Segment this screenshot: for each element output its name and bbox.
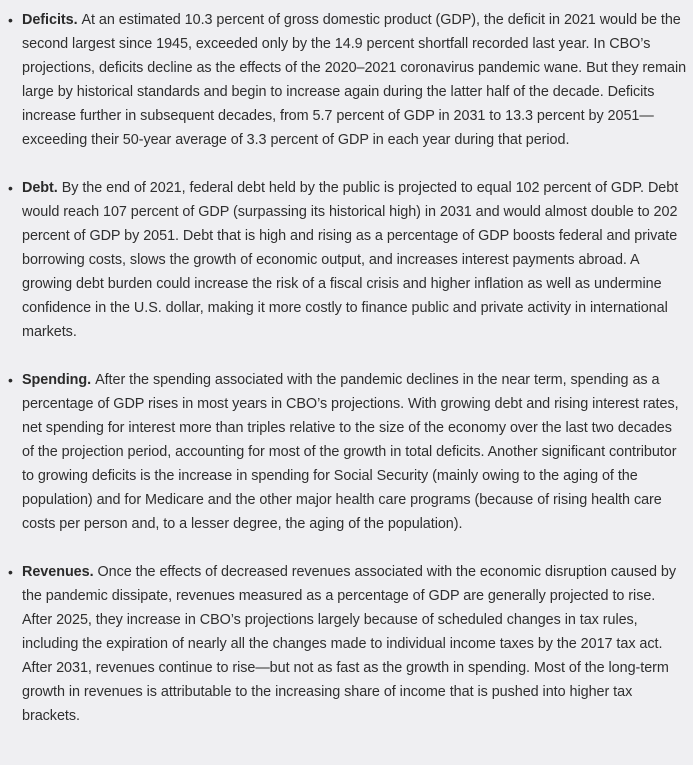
paragraph-text: Once the effects of decreased revenues associated with the economic disruption caused by the pandemic dissipate, revenues measured as a percentage of GDP are generally projected to rise. After 2025, they increase in CBO’s projections largely because of scheduled changes in tax rules, including the expiration of nearly all the changes made to individual income taxes by the 2017 tax act. After 2031, revenues continue to rise—but not as fast as the growth in spending. Most of the long-term growth in revenues is attributable to the increasing share of income that is pushed into higher tax brackets. [22, 564, 676, 724]
term-heading: Spending. [22, 372, 96, 388]
bullet-icon: • [8, 372, 13, 388]
list-item-deficits [6, 8, 687, 152]
list-item-spending [6, 368, 687, 536]
bullet-icon: • [8, 180, 13, 196]
term-heading: Debt. [22, 180, 62, 196]
paragraph-text: After the spending associated with the pandemic declines in the near term, spending as a percentage of GDP rises in most years in CBO’s projections. With growing debt and rising interest rates, net spending for interest more than triples relative to the size of the economy over the last two decades of the projection period, accounting for most of the growth in total deficits. Another significant contributor to growing deficits is the increase in spending for Social Security (mainly owing to the aging of the population) and for Medicare and the other major health care programs (because of rising health care costs per person and, to a lesser degree, the aging of the population). [22, 372, 679, 532]
bullet-icon: • [8, 12, 13, 28]
list-item-debt [6, 176, 687, 344]
term-heading: Revenues. [22, 564, 98, 580]
bullet-icon: • [8, 564, 13, 580]
paragraph-text: At an estimated 10.3 percent of gross domestic product (GDP), the deficit in 2021 would be the second largest since 1945, exceeded only by the 14.9 percent shortfall recorded last year. In CBO’s projections, deficits decline as the effects of the 2020–2021 coronavirus pandemic wane. But they remain large by historical standards and begin to increase again during the latter half of the decade. Deficits increase further in subsequent decades, from 5.7 percent of GDP in 2031 to 13.3 percent by 2051—exceeding their 50-year average of 3.3 percent of GDP in each year during that period. [22, 12, 687, 148]
term-heading: Deficits. [22, 12, 82, 28]
paragraph-text: By the end of 2021, federal debt held by the public is projected to equal 102 percent of GDP. Debt would reach 107 percent of GDP (surpassing its historical high) in 2031 and would almost double to 202 percent of GDP by 2051. Debt that is high and rising as a percentage of GDP boosts federal and private borrowing costs, slows the growth of economic output, and increases interest payments abroad. A growing debt burden could increase the risk of a fiscal crisis and higher inflation as well as undermine confidence in the U.S. dollar, making it more costly to finance public and private activity in international markets. [22, 180, 679, 340]
list-item-revenues [6, 560, 687, 728]
bullet-list [6, 8, 687, 728]
